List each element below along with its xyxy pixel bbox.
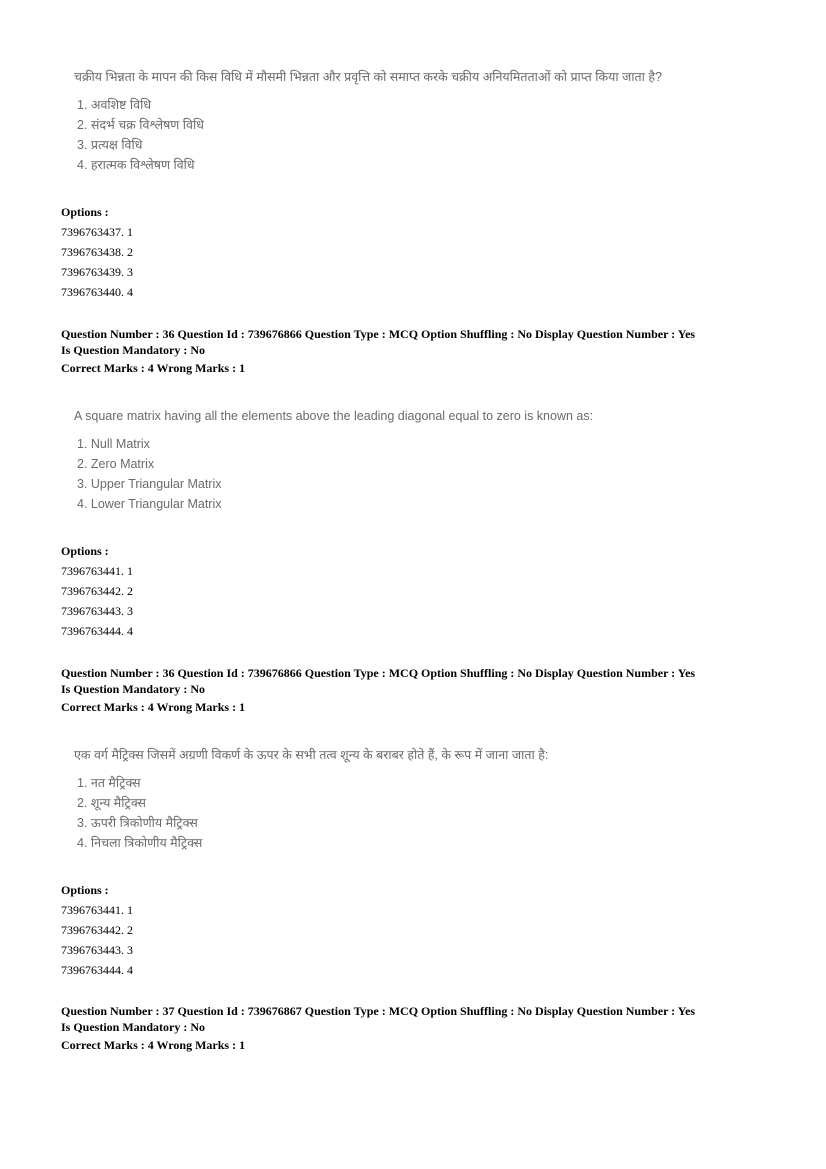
question-image <box>74 745 548 853</box>
question-mandatory: Is Question Mandatory : No <box>61 343 206 357</box>
question-marks: Correct Marks : 4 Wrong Marks : 1 <box>61 700 246 714</box>
question-mandatory: Is Question Mandatory : No <box>61 1020 206 1034</box>
option-id: 7396763438. 2 <box>61 245 133 259</box>
question-option: 4. Lower Triangular Matrix <box>77 497 222 511</box>
question-stem: चक्रीय भिन्नता के मापन की किस विधि में मौसमी भिन्नता और प्रवृत्ति को समाप्त करके चक्रीय अनियमितताओं को प्राप्त किया जाता है? <box>74 70 662 84</box>
option-id: 7396763443. 3 <box>61 943 133 957</box>
question-option: 3. Upper Triangular Matrix <box>77 477 222 491</box>
question-option: 4. हरात्मक विश्लेषण विधि <box>77 158 195 172</box>
options-heading: Options : <box>61 883 109 897</box>
question-option: 3. प्रत्यक्ष विधि <box>77 138 143 152</box>
option-id: 7396763443. 3 <box>61 604 133 618</box>
question-image <box>74 406 593 514</box>
question-option: 1. अवशिष्ट विधि <box>77 98 152 112</box>
question-image <box>74 67 662 175</box>
option-id: 7396763441. 1 <box>61 564 133 578</box>
option-id: 7396763444. 4 <box>61 624 133 638</box>
question-stem: एक वर्ग मैट्रिक्स जिसमें अग्रणी विकर्ण के ऊपर के सभी तत्व शून्य के बराबर होते हैं, के रूप में जाना जाता है: <box>74 748 549 762</box>
options-heading: Options : <box>61 205 109 219</box>
question-marks: Correct Marks : 4 Wrong Marks : 1 <box>61 361 246 375</box>
option-id: 7396763441. 1 <box>61 903 133 917</box>
question-option: 2. संदर्भ चक्र विश्लेषण विधि <box>77 118 204 132</box>
question-meta <box>61 326 695 376</box>
question-option: 4. निचला त्रिकोणीय मैट्रिक्स <box>77 836 203 850</box>
option-id: 7396763442. 2 <box>61 923 133 937</box>
option-id: 7396763440. 4 <box>61 285 133 299</box>
question-option: 1. नत मैट्रिक्स <box>77 776 141 790</box>
options-list <box>61 880 133 980</box>
option-id: 7396763439. 3 <box>61 265 133 279</box>
question-meta <box>61 665 695 715</box>
question-option: 1. Null Matrix <box>77 437 150 451</box>
option-id: 7396763444. 4 <box>61 963 133 977</box>
options-heading: Options : <box>61 544 109 558</box>
question-option: 2. शून्य मैट्रिक्स <box>77 796 147 810</box>
question-meta-line: Question Number : 36 Question Id : 739676866 Question Type : MCQ Option Shuffling : No Display Question Number : Yes <box>61 666 696 680</box>
option-id: 7396763437. 1 <box>61 225 133 239</box>
question-option: 3. ऊपरी त्रिकोणीय मैट्रिक्स <box>77 816 198 830</box>
question-stem: A square matrix having all the elements above the leading diagonal equal to zero is known as: <box>74 409 594 423</box>
question-option: 2. Zero Matrix <box>77 457 155 471</box>
question-meta-line: Question Number : 36 Question Id : 739676866 Question Type : MCQ Option Shuffling : No Display Question Number : Yes <box>61 327 696 341</box>
question-meta <box>61 1003 695 1053</box>
question-marks: Correct Marks : 4 Wrong Marks : 1 <box>61 1038 246 1052</box>
options-list <box>61 202 133 302</box>
question-meta-line: Question Number : 37 Question Id : 739676867 Question Type : MCQ Option Shuffling : No Display Question Number : Yes <box>61 1004 696 1018</box>
options-list <box>61 541 133 641</box>
question-mandatory: Is Question Mandatory : No <box>61 682 206 696</box>
option-id: 7396763442. 2 <box>61 584 133 598</box>
